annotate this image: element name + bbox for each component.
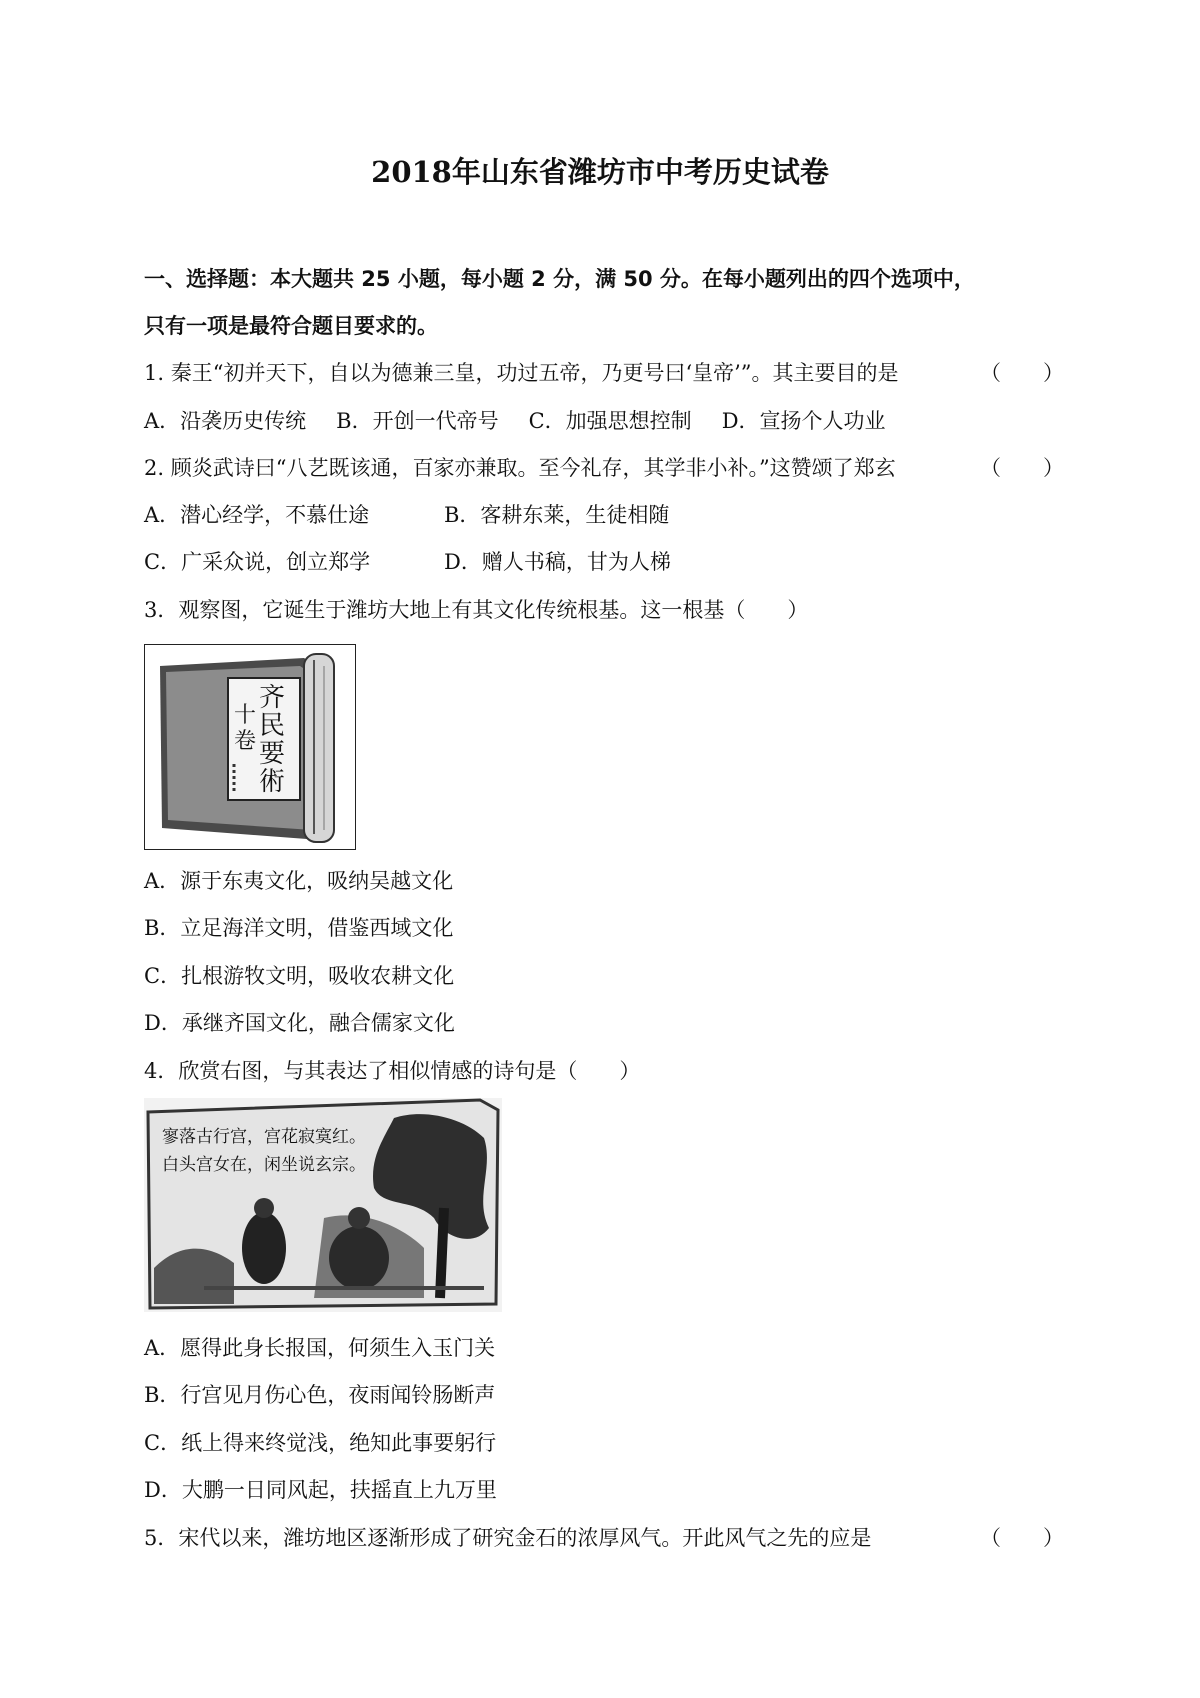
option-c: C．广采众说，创立郑学 [144, 550, 371, 574]
section-heading-line-1: 一、选择题：本大题共 25 小题，每小题 2 分，满 50 分。在每小题列出的四个选项中， [144, 267, 975, 291]
book-figure [144, 644, 356, 850]
question-1-stem: 1. 秦王“初并天下，自以为德兼三皇，功过五帝，乃更号曰‘皇帝’”。其主要目的是 [144, 361, 899, 385]
book-title-char: 術 [258, 767, 286, 797]
question-3-option-d: D．承继齐国文化，融合儒家文化 [144, 1011, 455, 1035]
question-1 [144, 358, 1064, 388]
section-heading-line-2: 只有一项是最符合题目要求的。 [144, 314, 438, 338]
book-title-char: 齐 [258, 683, 286, 713]
option-d: D．赠人书稿，甘为人梯 [444, 550, 671, 574]
question-2-options-row-2 [144, 547, 1064, 577]
question-3-stem: 3．观察图，它诞生于潍坊大地上有其文化传统根基。这一根基（ ） [144, 598, 809, 622]
option-b: B．开创一代帝号 [336, 409, 499, 433]
painting-figure [144, 1098, 502, 1312]
option-c: C．加强思想控制 [528, 409, 692, 433]
question-2-answer-bracket: （ ） [980, 456, 1064, 480]
question-4-option-a: A．愿得此身长报国，何须生入玉门关 [144, 1336, 496, 1360]
book-title-char: 民 [258, 711, 286, 741]
option-d: D．宣扬个人功业 [721, 409, 886, 433]
poem-line-2: 白头宫女在，闲坐说玄宗。 [162, 1155, 366, 1175]
question-1-answer-bracket: （ ） [980, 361, 1064, 385]
question-2-stem: 2. 顾炎武诗曰“八艺既该通，百家亦兼取。至今礼存，其学非小补。”这赞颂了郑玄 [144, 456, 896, 480]
question-3-option-b: B．立足海洋文明，借鉴西域文化 [144, 916, 454, 940]
option-a: A．沿袭历史传统 [144, 409, 307, 433]
poem-line-1: 寥落古行宫，宫花寂寞红。 [162, 1127, 366, 1147]
question-4-option-d: D．大鹏一日同风起，扶摇直上九万里 [144, 1478, 497, 1502]
question-5-stem: 5．宋代以来，潍坊地区逐渐形成了研究金石的浓厚风气。开此风气之先的应是 [144, 1526, 872, 1550]
option-b: B．客耕东莱，生徒相随 [444, 503, 670, 527]
book-volume-char: 十 [233, 703, 257, 728]
question-1-options [144, 406, 1064, 436]
book-volume-char: 卷 [233, 729, 257, 754]
question-3-option-a: A．源于东夷文化，吸纳吴越文化 [144, 869, 454, 893]
page-title: 2018年山东省潍坊市中考历史试卷 [371, 155, 829, 189]
question-2 [144, 453, 1064, 483]
question-4-option-c: C．纸上得来终觉浅，绝知此事要躬行 [144, 1431, 497, 1455]
question-4-option-b: B．行宫见月伤心色，夜雨闻铃肠断声 [144, 1383, 496, 1407]
question-3-option-c: C．扎根游牧文明，吸收农耕文化 [144, 964, 455, 988]
question-2-options-row-1 [144, 500, 1064, 530]
question-5 [144, 1523, 1064, 1553]
question-4-stem: 4．欣赏右图，与其表达了相似情感的诗句是（ ） [144, 1059, 641, 1083]
option-a: A．潜心经学，不慕仕途 [144, 503, 370, 527]
book-title-char: 要 [258, 739, 286, 769]
question-5-answer-bracket: （ ） [980, 1526, 1064, 1550]
